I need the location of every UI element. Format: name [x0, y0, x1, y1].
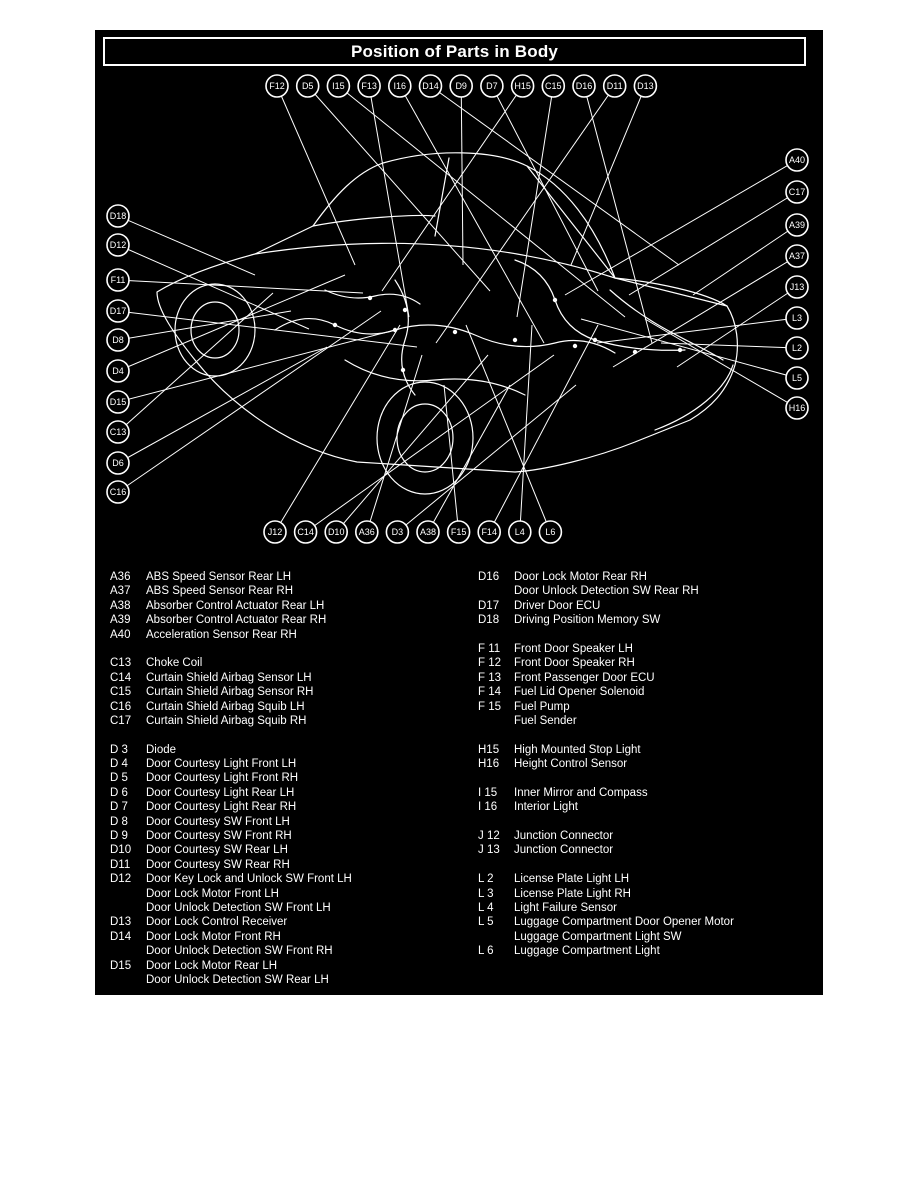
part-code: D 9	[110, 830, 128, 843]
callout-label: C13	[109, 427, 127, 438]
legend-entry	[478, 743, 818, 757]
part-code: F 11	[478, 642, 501, 655]
callout-label: F12	[269, 81, 285, 92]
part-name: Absorber Control Actuator Rear RH	[146, 614, 327, 627]
callout-label: F13	[361, 81, 377, 92]
legend-entry	[478, 944, 818, 958]
legend-entry-continuation	[110, 901, 470, 915]
callout-label: A36	[358, 527, 375, 538]
callout-circle	[542, 75, 564, 97]
legend-entry	[478, 901, 818, 915]
leader-line	[336, 355, 488, 532]
part-code: I 15	[478, 786, 498, 799]
legend-entry	[110, 570, 470, 584]
callout-circle	[481, 75, 503, 97]
part-name: Fuel Sender	[514, 714, 577, 727]
part-name: Luggage Compartment Door Opener Motor	[514, 916, 734, 929]
part-name: Interior Light	[514, 801, 578, 814]
part-code	[478, 628, 514, 642]
part-code: L 3	[478, 887, 494, 900]
part-code: D12	[110, 873, 132, 886]
legend-entry	[110, 628, 470, 642]
legend-column-left	[110, 570, 470, 987]
callout-circle	[386, 521, 408, 543]
callout-circle	[107, 300, 129, 322]
part-code	[110, 728, 146, 742]
part-code: C14	[110, 671, 132, 684]
legend-entry	[110, 930, 470, 944]
part-name: Absorber Control Actuator Rear LH	[146, 599, 325, 612]
part-code: H16	[478, 758, 500, 771]
legend-entry-continuation	[110, 944, 470, 958]
legend-entry	[110, 714, 470, 728]
legend-entry	[478, 671, 818, 685]
legend-entry	[478, 700, 818, 714]
part-name: Door Courtesy SW Rear RH	[146, 858, 290, 871]
callout-circle	[107, 391, 129, 413]
legend-spacer	[110, 642, 470, 656]
part-code: D14	[110, 930, 132, 943]
leader-line	[118, 347, 327, 463]
leader-line	[118, 329, 399, 402]
leader-line	[118, 275, 345, 371]
callout-circle	[604, 75, 626, 97]
callout-circle	[107, 421, 129, 443]
part-code: D15	[110, 959, 132, 972]
part-code: A36	[110, 571, 131, 583]
part-name: Fuel Lid Opener Solenoid	[514, 686, 645, 699]
leader-line	[444, 385, 459, 532]
part-code	[110, 642, 146, 656]
legend-spacer	[478, 771, 818, 785]
callout-circle	[107, 205, 129, 227]
legend-entry	[110, 872, 470, 886]
legend-spacer	[478, 728, 818, 742]
legend-entry	[110, 829, 470, 843]
part-name: Junction Connector	[514, 844, 614, 857]
legend-entry-continuation	[478, 930, 818, 944]
callout-circle	[448, 521, 470, 543]
legend-entry	[110, 671, 470, 685]
callout-circle	[786, 245, 808, 267]
part-code: C13	[110, 657, 132, 670]
part-code	[478, 728, 514, 742]
legend-entry	[110, 656, 470, 670]
part-code: C15	[110, 686, 132, 699]
part-name: Diode	[146, 743, 177, 756]
legend-entry	[478, 800, 818, 814]
legend-entry	[478, 872, 818, 886]
leader-line	[118, 216, 255, 275]
callout-label: F11	[110, 275, 126, 286]
part-name: Inner Mirror and Compass	[514, 786, 648, 799]
leader-line	[118, 311, 381, 492]
callout-circle	[417, 521, 439, 543]
callout-circle	[389, 75, 411, 97]
part-name: Door Courtesy SW Rear LH	[146, 844, 288, 857]
part-name: ABS Speed Sensor Rear RH	[146, 585, 294, 598]
part-code: D 3	[110, 743, 128, 756]
part-name: Door Lock Control Receiver	[146, 916, 288, 929]
part-name: Door Courtesy Light Rear RH	[146, 801, 297, 814]
part-code: L 6	[478, 945, 494, 958]
callout-label: C15	[545, 81, 562, 92]
part-name: Door Unlock Detection SW Rear RH	[514, 585, 699, 598]
callout-label: D3	[391, 527, 404, 538]
callout-circle	[539, 521, 561, 543]
part-name: Driving Position Memory SW	[514, 614, 661, 627]
leader-line	[118, 311, 291, 340]
callout-label: D13	[637, 81, 654, 92]
leader-line	[645, 319, 797, 408]
part-code: L 5	[478, 916, 494, 929]
legend-spacer	[478, 815, 818, 829]
part-code: I 16	[478, 801, 498, 814]
callout-circle	[107, 452, 129, 474]
part-name: Door Key Lock and Unlock SW Front LH	[146, 873, 352, 886]
part-code: D17	[478, 599, 500, 612]
part-name: Curtain Shield Airbag Sensor LH	[146, 671, 312, 684]
part-name: Door Courtesy Light Front LH	[146, 758, 297, 771]
part-name: Door Courtesy SW Front LH	[146, 815, 290, 828]
part-code: F 13	[478, 671, 502, 684]
leader-line	[369, 86, 409, 317]
part-name: Choke Coil	[146, 657, 203, 670]
part-name: Acceleration Sensor Rear RH	[146, 628, 297, 641]
leader-line	[571, 86, 645, 265]
part-name: Curtain Shield Airbag Sensor RH	[146, 686, 314, 699]
part-name: Junction Connector	[514, 830, 614, 843]
leader-line	[382, 86, 523, 291]
callout-label: D7	[486, 81, 498, 92]
callout-label: F14	[481, 527, 497, 538]
callout-circle	[450, 75, 472, 97]
part-code	[478, 714, 514, 728]
legend-entry	[478, 642, 818, 656]
leader-line	[597, 318, 797, 343]
part-code: A38	[110, 599, 131, 612]
leader-line	[428, 385, 510, 532]
legend-entry	[478, 829, 818, 843]
callout-label: D11	[606, 81, 623, 92]
part-name: Door Lock Motor Rear LH	[146, 959, 278, 972]
callout-label: D4	[112, 366, 124, 377]
legend-column-right	[478, 570, 818, 959]
part-name: Door Unlock Detection SW Front RH	[146, 945, 333, 958]
callout-label: D6	[112, 458, 124, 469]
parts-position-panel	[95, 30, 823, 995]
legend-entry	[110, 786, 470, 800]
part-name: ABS Speed Sensor Rear LH	[146, 571, 292, 583]
part-name: Door Lock Motor Rear RH	[514, 571, 647, 583]
legend-entry	[478, 570, 818, 584]
part-name: Door Unlock Detection SW Front LH	[146, 901, 331, 914]
part-code: A37	[110, 585, 131, 598]
legend-entry	[110, 757, 470, 771]
part-name: Luggage Compartment Light	[514, 945, 660, 958]
callout-circle	[356, 521, 378, 543]
part-name	[514, 815, 818, 829]
part-code: J 12	[478, 830, 500, 843]
part-name: Door Courtesy Light Rear LH	[146, 786, 295, 799]
legend-entry	[110, 584, 470, 598]
legend-entry-continuation	[110, 887, 470, 901]
legend-spacer	[478, 858, 818, 872]
callout-circle	[509, 521, 531, 543]
part-code: L 2	[478, 873, 494, 886]
leader-line	[581, 319, 797, 378]
legend-entry	[478, 786, 818, 800]
part-code	[478, 771, 514, 785]
legend-entry	[478, 843, 818, 857]
part-code: C16	[110, 700, 132, 713]
part-code: C17	[110, 714, 132, 727]
callout-label: D15	[109, 397, 127, 408]
leader-line	[489, 325, 598, 532]
part-name: Door Lock Motor Front RH	[146, 930, 281, 943]
part-code	[110, 887, 146, 901]
part-name: Light Failure Sensor	[514, 901, 617, 914]
part-code: A40	[110, 628, 131, 641]
leader-line	[565, 160, 797, 295]
callout-circle	[107, 360, 129, 382]
callout-circle	[325, 521, 347, 543]
callout-circle	[634, 75, 656, 97]
part-name: Door Lock Motor Front LH	[146, 887, 279, 900]
part-code: F 15	[478, 700, 502, 713]
part-name: Driver Door ECU	[514, 599, 601, 612]
callout-label: I16	[393, 81, 407, 92]
callouts	[107, 75, 808, 543]
page-title: Position of Parts in Body	[103, 37, 806, 66]
part-name: Door Courtesy SW Front RH	[146, 830, 292, 843]
legend-entry	[110, 771, 470, 785]
leader-line	[431, 86, 680, 265]
leader-line	[584, 86, 652, 343]
leader-line	[367, 355, 422, 532]
callout-circle	[786, 367, 808, 389]
part-code: D11	[110, 858, 131, 871]
callout-label: D8	[112, 335, 124, 346]
part-code: D 4	[110, 758, 128, 771]
callout-circle	[420, 75, 442, 97]
part-name	[146, 728, 470, 742]
leader-line	[492, 86, 598, 291]
callout-circle	[786, 214, 808, 236]
callout-circle	[107, 234, 129, 256]
callout-label: L5	[791, 373, 803, 384]
legend-entry	[110, 915, 470, 929]
part-name	[514, 728, 818, 742]
leader-line	[517, 86, 553, 317]
callout-label: A38	[419, 527, 437, 538]
part-name	[514, 628, 818, 642]
car-illustration	[157, 153, 737, 494]
callout-circle	[786, 307, 808, 329]
callout-circle	[264, 521, 286, 543]
part-code: D 8	[110, 815, 128, 828]
callout-circle	[327, 75, 349, 97]
callout-circle	[266, 75, 288, 97]
callout-label: A40	[788, 155, 806, 166]
part-name	[514, 858, 818, 872]
callout-label: L4	[514, 527, 525, 538]
leader-line	[693, 225, 797, 295]
leader-line	[118, 280, 363, 293]
callout-circle	[107, 269, 129, 291]
leader-line	[118, 311, 417, 347]
legend-entry-continuation	[110, 973, 470, 987]
leader-line	[397, 385, 576, 532]
part-name: Front Passenger Door ECU	[514, 671, 655, 684]
callout-label: F15	[450, 527, 467, 538]
callout-label: D18	[109, 211, 127, 222]
callout-circle	[107, 329, 129, 351]
legend-entry	[478, 613, 818, 627]
part-code	[478, 930, 514, 944]
part-code: F 14	[478, 686, 502, 699]
legend-entry	[110, 843, 470, 857]
legend-entry	[478, 915, 818, 929]
callout-circle	[786, 181, 808, 203]
part-code	[478, 815, 514, 829]
callout-label: A39	[788, 220, 806, 231]
callout-label: L3	[791, 313, 803, 324]
part-name: Fuel Pump	[514, 700, 570, 713]
callout-label: L2	[791, 343, 803, 354]
callout-circle	[107, 481, 129, 503]
callout-label: D14	[422, 81, 439, 92]
legend-entry	[110, 685, 470, 699]
callout-circle	[573, 75, 595, 97]
legend-entry-continuation	[478, 714, 818, 728]
callout-circle	[297, 75, 319, 97]
callout-label: A37	[788, 251, 806, 262]
legend-entry	[478, 599, 818, 613]
legend-entry	[110, 815, 470, 829]
part-code	[110, 901, 146, 915]
part-code	[478, 858, 514, 872]
legend-entry	[110, 800, 470, 814]
callout-label: J13	[789, 282, 805, 293]
legend-spacer	[478, 628, 818, 642]
legend-entry	[110, 959, 470, 973]
callout-label: D17	[109, 306, 127, 317]
part-code: D 6	[110, 786, 128, 799]
callout-circle	[786, 337, 808, 359]
part-code: D 5	[110, 772, 128, 785]
legend-entry	[478, 757, 818, 771]
part-code: J 13	[478, 844, 500, 857]
part-name: Curtain Shield Airbag Squib RH	[146, 714, 307, 727]
callout-circle	[295, 521, 317, 543]
car-parts-diagram	[95, 30, 823, 565]
callout-label: C14	[297, 527, 314, 538]
callout-label: L6	[545, 527, 556, 538]
callout-label: H16	[788, 403, 806, 414]
part-code: D 7	[110, 801, 128, 814]
callout-label: I15	[332, 81, 345, 92]
callout-label: D5	[301, 81, 314, 92]
part-code: D10	[110, 844, 132, 857]
callout-circle	[512, 75, 534, 97]
part-name: Door Unlock Detection SW Rear LH	[146, 973, 329, 986]
legend-entry	[478, 685, 818, 699]
callout-circle	[786, 149, 808, 171]
callout-label: C17	[788, 187, 806, 198]
part-code: H15	[478, 743, 500, 756]
legend-entry-continuation	[478, 584, 818, 598]
part-name: High Mounted Stop Light	[514, 743, 641, 756]
callout-circle	[358, 75, 380, 97]
legend-spacer	[110, 728, 470, 742]
part-name: Luggage Compartment Light SW	[514, 930, 682, 943]
part-name: Front Door Speaker RH	[514, 657, 635, 670]
callout-circle	[786, 397, 808, 419]
legend-entry	[110, 599, 470, 613]
legend-entry	[110, 700, 470, 714]
legend-entry	[110, 743, 470, 757]
legend-entry	[478, 887, 818, 901]
part-name: Front Door Speaker LH	[514, 642, 633, 655]
legend-entry	[110, 858, 470, 872]
part-code: F 12	[478, 657, 502, 670]
leader-line	[520, 325, 532, 532]
callout-label: J12	[267, 527, 283, 538]
callout-circle	[478, 521, 500, 543]
part-name: License Plate Light RH	[514, 887, 631, 900]
legend-entry	[478, 656, 818, 670]
part-code	[478, 584, 514, 598]
callout-label: D9	[455, 81, 467, 92]
part-code: D18	[478, 614, 500, 627]
legend-entry	[110, 613, 470, 627]
part-code: D16	[478, 571, 500, 583]
part-name: Height Control Sensor	[514, 758, 628, 771]
part-code	[110, 944, 146, 958]
part-name	[146, 642, 470, 656]
part-name	[514, 771, 818, 785]
callout-label: H15	[514, 81, 531, 92]
callout-label: D12	[109, 240, 127, 251]
callout-label: D10	[327, 527, 345, 538]
part-name: Curtain Shield Airbag Squib LH	[146, 700, 305, 713]
callout-circle	[786, 276, 808, 298]
leader-line	[661, 343, 797, 348]
part-code	[110, 973, 146, 987]
part-name: Door Courtesy Light Front RH	[146, 772, 299, 785]
callout-label: C16	[109, 487, 127, 498]
part-code: D13	[110, 916, 132, 929]
callout-label: D16	[575, 81, 593, 92]
part-code: A39	[110, 614, 131, 627]
leader-line	[466, 325, 550, 532]
part-name: License Plate Light LH	[514, 873, 630, 886]
part-code: L 4	[478, 901, 494, 914]
